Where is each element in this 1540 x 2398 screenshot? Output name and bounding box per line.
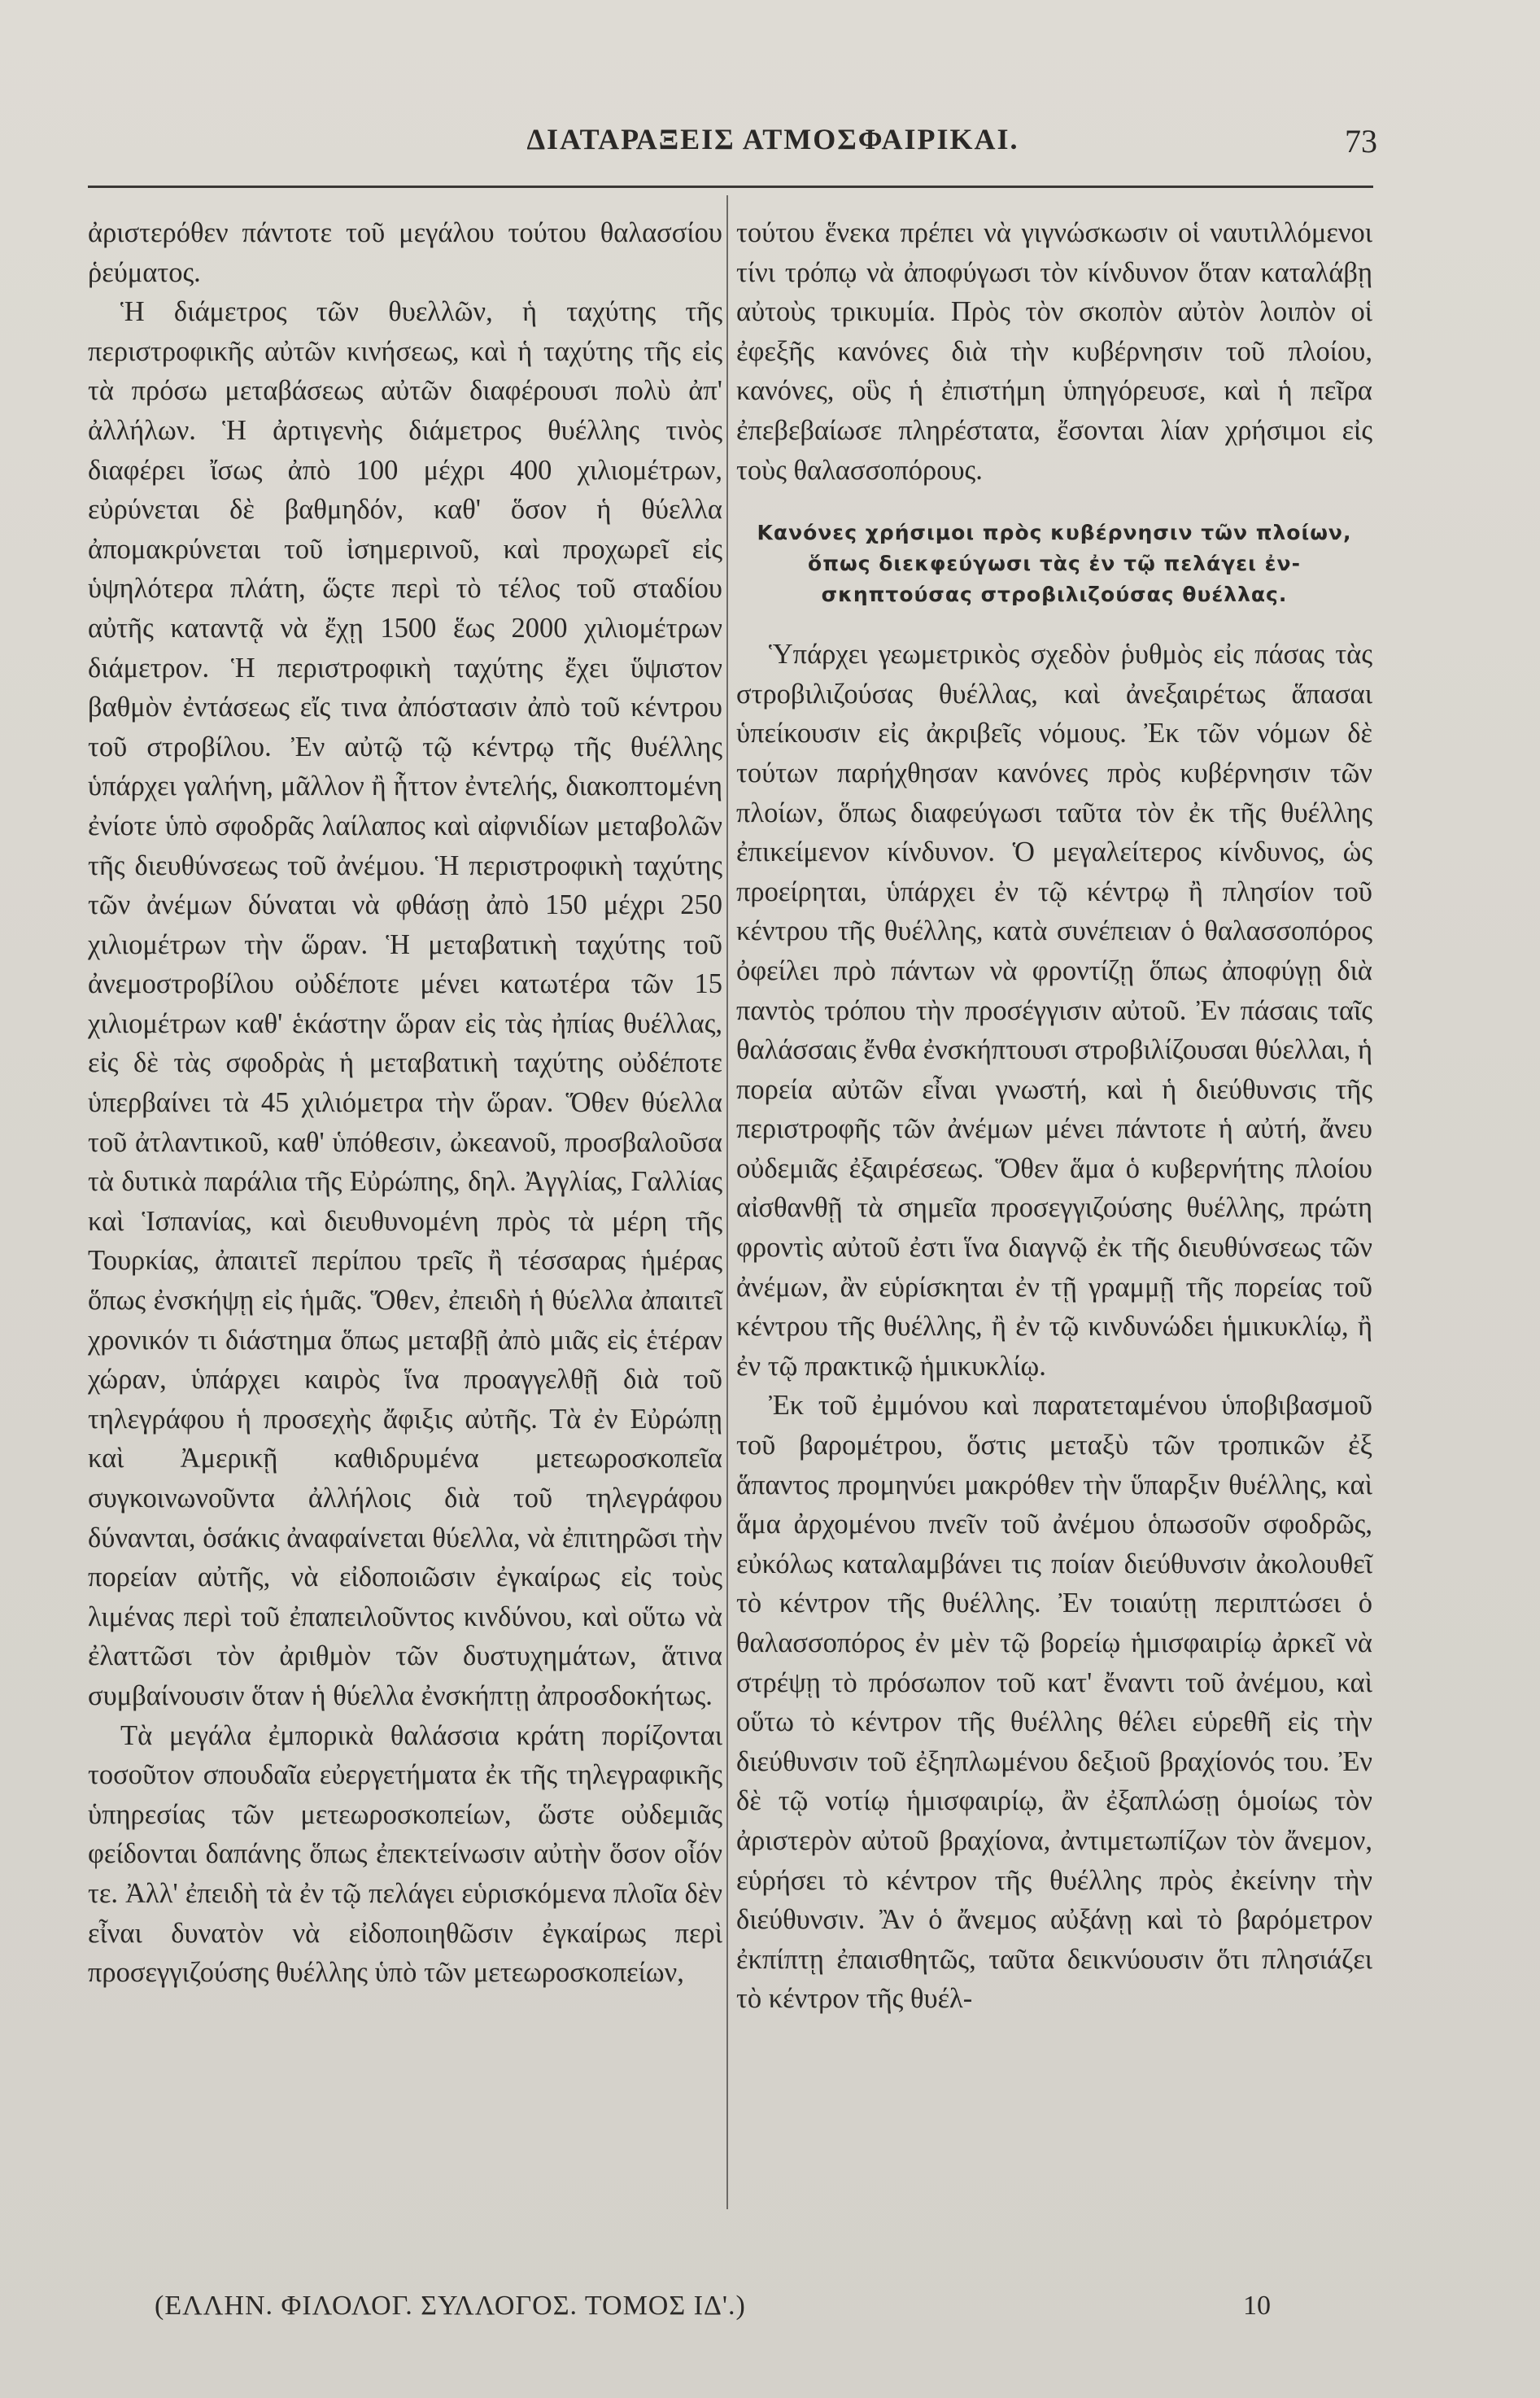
subheading-line: σκηπτούσας στροβιλιζούσας θυέλλας. bbox=[821, 583, 1288, 607]
left-column bbox=[88, 213, 722, 1993]
paragraph: ἀριστερόθεν πάντοτε τοῦ μεγάλου τούτου θαλασσίου ῥεύματος. bbox=[88, 217, 722, 288]
paragraph: Τὰ μεγάλα ἐμπορικὰ θαλάσσια κράτη πορίζονται τοσοῦτον σπουδαῖα εὐεργετήματα ἐκ τῆς τηλεγραφικῆς ὑπηρεσίας τῶν μετεωροσκοπείων, ὥστε οὐδεμιᾶς φείδονται δαπάνης ὅπως ἐπεκτείνωσιν αὐτὴν ὅσον οἷόν τε. Ἀλλ' ἐπειδὴ τὰ ἐν τῷ πελάγει εὑρισκόμενα πλοῖα δὲν εἶναι δυνατὸν νὰ εἰδοποιηθῶσιν ἐγκαίρως περὶ προσεγγιζούσης θυέλλης ὑπὸ τῶν μετεωροσκοπείων, bbox=[88, 1719, 722, 1989]
column-divider bbox=[726, 195, 728, 2209]
sheet-number: 10 bbox=[1243, 2291, 1271, 2321]
footer-signature: (ΕΛΛΗΝ. ΦΙΛΟΛΟΓ. ΣΥΛΛΟΓΟΣ. ΤΟΜΟΣ ΙΔ'.) bbox=[155, 2291, 746, 2321]
subheading-line: Κανόνες χρήσιμοι πρὸς κυβέρνησιν τῶν πλοίων, bbox=[757, 521, 1352, 545]
paragraph: τούτου ἕνεκα πρέπει νὰ γιγνώσκωσιν οἱ ναυτιλλόμενοι τίνι τρόπῳ νὰ ἀποφύγωσι τὸν κίνδυνον ὅταν καταλάβῃ αὐτοὺς τρικυμία. Πρὸς τὸν σκοπὸν αὐτὸν λοιπὸν οἱ ἐφεξῆς κανόνες διὰ τὴν κυβέρνησιν τοῦ πλοίου, κανόνες, οὓς ἡ ἐπιστήμη ὑπηγόρευσε, καὶ ἡ πεῖρα ἐπεβεβαίωσε πληρέστατα, ἔσονται λίαν χρήσιμοι εἰς τοὺς θαλασσοπόρους. bbox=[736, 217, 1372, 486]
paragraph: Ἐκ τοῦ ἐμμόνου καὶ παρατεταμένου ὑποβιβασμοῦ τοῦ βαρομέτρου, ὅστις μεταξὺ τῶν τροπικῶν ἐξ ἅπαντος προμηνύει μακρόθεν τὴν ὕπαρξιν θυέλλης, καὶ ἅμα ἀρχομένου πνεῖν τοῦ ἀνέμου ὁπωσοῦν σφοδρῶς, εὐκόλως καταλαμβάνει τις ποίαν διεύθυνσιν ἀκολουθεῖ τὸ κέντρον τῆς θυέλλης. Ἐν τοιαύτῃ περιπτώσει ὁ θαλασσοπόρος ἐν μὲν τῷ βορείῳ ἡμισφαιρίῳ ἀρκεῖ νὰ στρέψῃ τὸ πρόσωπον τοῦ κατ' ἔναντι τοῦ ἀνέμου, καὶ οὕτω τὸ κέντρον τῆς θυέλλης θέλει εὑρεθῆ εἰς τὴν διεύθυνσιν τοῦ ἐξηπλωμένου δεξιοῦ βραχίονός του. Ἐν δὲ τῷ νοτίῳ ἡμισφαιρίῳ, ἂν ἐξαπλώσῃ ὁμοίως τὸν ἀριστερὸν αὐτοῦ βραχίονα, ἀντιμετωπίζων τὸν ἄνεμον, εὑρήσει τὸ κέντρον τῆς θυέλλης πρὸς ἐκείνην τὴν διεύθυνσιν. Ἂν ὁ ἄνεμος αὐξάνῃ καὶ τὸ βαρόμετρον ἐκπίπτῃ ἐπαισθητῶς, ταῦτα δεικνύουσιν ὅτι πλησιάζει τὸ κέντρον τῆς θυέλ- bbox=[736, 1390, 1372, 2015]
section-subheading bbox=[736, 518, 1372, 610]
running-title: ΔΙΑΤΑΡΑΞΕΙΣ ΑΤΜΟΣΦΑΙΡΙΚΑΙ. bbox=[526, 123, 1019, 155]
right-column bbox=[736, 213, 1372, 2019]
header-rule bbox=[88, 186, 1373, 188]
subheading-line: ὅπως διεκφεύγωσι τὰς ἐν τῷ πελάγει ἐν- bbox=[808, 552, 1301, 576]
paragraph: Ὑπάρχει γεωμετρικὸς σχεδὸν ῥυθμὸς εἰς πάσας τὰς στροβιλιζούσας θυέλλας, καὶ ἀνεξαιρέτως ἅπασαι ὑπείκουσιν εἰς ἀκριβεῖς νόμους. Ἐκ τῶν νόμων δὲ τούτων παρήχθησαν κανόνες πρὸς κυβέρνησιν τῶν πλοίων, ὅπως διαφεύγωσι ταῦτα τὸν ἐκ τῆς θυέλλης ἐπικείμενον κίνδυνον. Ὁ μεγαλείτερος κίνδυνος, ὡς προείρηται, ὑπάρχει ἐν τῷ κέντρῳ ἢ πλησίον τοῦ κέντρου τῆς θυέλλης, κατὰ συνέπειαν ὁ θαλασσοπόρος ὀφείλει πρὸ πάντων νὰ φροντίζῃ ὅπως ἀποφύγῃ διὰ παντὸς τρόπου τὴν προσέγγισιν αὐτοῦ. Ἐν πάσαις ταῖς θαλάσσαις ἔνθα ἐνσκήπτουσι στροβιλίζουσαι θύελλαι, ἡ πορεία αὐτῶν εἶναι γνωστή, καὶ ἡ διεύθυνσις τῆς περιστροφῆς τῶν ἀνέμων μένει πάντοτε ἡ αὐτή, ἄνευ οὐδεμιᾶς ἐξαιρέσεως. Ὅθεν ἅμα ὁ κυβερνήτης πλοίου αἰσθανθῇ τὰ σημεῖα προσεγγιζούσης θυέλλης, πρώτη φροντὶς αὐτοῦ ἐστι ἵνα διαγνῷ ἐκ τῆς διευθύνσεως τῶν ἀνέμων, ἂν εὑρίσκηται ἐν τῇ γραμμῇ τῆς πορείας τοῦ κέντρου τῆς θυέλλης, ἢ ἐν τῷ κινδυνώδει ἡμικυκλίῳ, ἢ ἐν τῷ πρακτικῷ ἡμικυκλίῳ. bbox=[736, 639, 1372, 1382]
page-header bbox=[0, 122, 1540, 179]
page-number: 73 bbox=[1345, 123, 1377, 159]
page-footer bbox=[0, 2291, 1540, 2339]
paragraph: Ἡ διάμετρος τῶν θυελλῶν, ἡ ταχύτης τῆς περιστροφικῆς αὐτῶν κινήσεως, καὶ ἡ ταχύτης τῆς εἰς τὰ πρόσω μεταβάσεως αὐτῶν διαφέρουσι πολὺ ἀπ' ἀλλήλων. Ἡ ἀρτιγενὴς διάμετρος θυέλλης τινὸς διαφέρει ἴσως ἀπὸ 100 μέχρι 400 χιλιομέτρων, εὐρύνεται δὲ βαθμηδόν, καθ' ὅσον ἡ θύελλα ἀπομακρύνεται τοῦ ἰσημερινοῦ, καὶ προχωρεῖ εἰς ὑψηλότερα πλάτη, ὥςτε περὶ τὸ τέλος τοῦ σταδίου αὐτῆς καταντᾷ νὰ ἔχῃ 1500 ἕως 2000 χιλιομέτρων διάμετρον. Ἡ περιστροφικὴ ταχύτης ἔχει ὕψιστον βαθμὸν ἐντάσεως εἴς τινα ἀπόστασιν ἀπὸ τοῦ κέντρου τοῦ στροβίλου. Ἐν αὐτῷ τῷ κέντρῳ τῆς θυέλλης ὑπάρχει γαλήνη, μᾶλλον ἢ ἧττον ἐντελής, διακοπτομένη ἐνίοτε ὑπὸ σφοδρᾶς λαίλαπος καὶ αἰφνιδίων μεταβολῶν τῆς διευθύνσεως τοῦ ἀνέμου. Ἡ περιστροφικὴ ταχύτης τῶν ἀνέμων δύναται νὰ φθάσῃ ἀπὸ 150 μέχρι 250 χιλιομέτρων τὴν ὥραν. Ἡ μεταβατικὴ ταχύτης τοῦ ἀνεμοστροβίλου οὐδέποτε μένει κατωτέρα τῶν 15 χιλιομέτρων καθ' ἑκάστην ὥραν εἰς τὰς ἠπίας θυέλλας, εἰς δὲ τὰς σφοδρὰς ἡ μεταβατικὴ ταχύτης οὐδέποτε ὑπερβαίνει τὰ 45 χιλιόμετρα τὴν ὥραν. Ὅθεν θύελλα τοῦ ἀτλαντικοῦ, καθ' ὑπόθεσιν, ὠκεανοῦ, προσβαλοῦσα τὰ δυτικὰ παράλια τῆς Εὐρώπης, δηλ. Ἀγγλίας, Γαλλίας καὶ Ἱσπανίας, καὶ διευθυνομένη πρὸς τὰ μέρη τῆς Τουρκίας, ἀπαιτεῖ περίπου τρεῖς ἢ τέσσαρας ἡμέρας ὅπως ἐνσκήψῃ εἰς ἡμᾶς. Ὅθεν, ἐπειδὴ ἡ θύελλα ἀπαιτεῖ χρονικόν τι διάστημα ὅπως μεταβῇ ἀπὸ μιᾶς εἰς ἑτέραν χώραν, ὑπάρχει καιρὸς ἵνα προαγγελθῇ διὰ τοῦ τηλεγράφου ἡ προσεχὴς ἄφιξις αὐτῆς. Τὰ ἐν Εὐρώπῃ καὶ Ἀμερικῇ καθιδρυμένα μετεωροσκοπεῖα συγκοινωνοῦντα ἀλλήλοις διὰ τοῦ τηλεγράφου δύνανται, ὁσάκις ἀναφαίνεται θύελλα, νὰ ἐπιτηρῶσι τὴν πορείαν αὐτῆς, νὰ εἰδοποιῶσιν ἐγκαίρως εἰς τοὺς λιμένας περὶ τοῦ ἐπαπειλοῦντος κινδύνου, καὶ οὕτω νὰ ἐλαττῶσι τὸν ἀριθμὸν τῶν δυστυχημάτων, ἅτινα συμβαίνουσιν ὅταν ἡ θύελλα ἐνσκήπτῃ ἀπροσδοκήτως. bbox=[88, 296, 722, 1711]
